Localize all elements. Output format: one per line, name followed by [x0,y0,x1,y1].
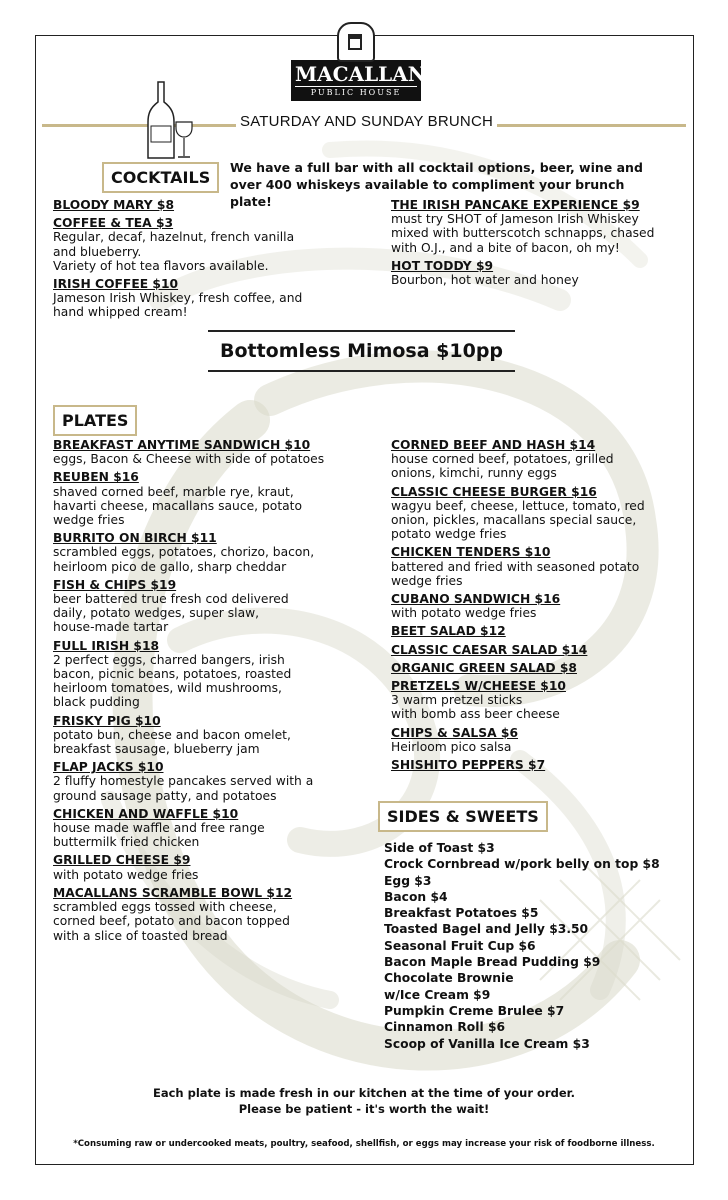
footer-line-1: Each plate is made fresh in our kitchen at the time of your order. [152,1086,576,1100]
list-item: Bacon Maple Bread Pudding $9 [384,955,601,970]
list-item: Side of Toast $3 [384,841,495,855]
sides-heading: SIDES & SWEETS [378,801,548,832]
menu-item: GRILLED CHEESE $9 with potato wedge fries [53,853,199,882]
logo-name: MACALLANS [295,62,441,86]
list-item: Egg $3 [384,873,432,888]
menu-item: HOT TODDY $9 Bourbon, hot water and honey [391,258,579,288]
list-item: Chocolate Brownie [384,971,514,986]
cocktails-intro: We have a full bar with all cocktail options, beer, wine and over 400 whiskeys available to compliment your brunch plate! [230,160,643,209]
wine-bottle-icon [146,80,194,162]
list-item: Breakfast Potatoes $5 [384,906,539,921]
menu-item: COFFEE & TEA $3 Regular, decaf, hazelnut, french vanilla and blueberry. Variety of hot tea flavors available. [53,216,295,273]
menu-item: CLASSIC CHEESE BURGER $16 wagyu beef, cheese, lettuce, tomato, red onion, pickles, macallans special sauce, potato wedge fries [391,484,645,542]
menu-item: FISH & CHIPS $19 beer battered true fresh cod delivered daily, potato wedges, super slaw, house-made tartar [53,577,289,635]
list-item: Bacon $4 [384,889,448,904]
menu-item: CHICKEN TENDERS $10 battered and fried with seasoned potato wedge fries [391,545,640,588]
mimosa-text: Bottomless Mimosa $10pp [219,340,504,362]
menu-item: CHICKEN AND WAFFLE $10 house made waffle and free range buttermilk fried chicken [53,806,265,850]
menu-item: ORGANIC GREEN SALAD $8 [391,660,577,675]
footer-note [0,1085,728,1117]
menu-item: BEET SALAD $12 [391,624,506,639]
logo-emblem-icon [337,22,375,62]
menu-item: CLASSIC CAESAR SALAD $14 [391,642,588,657]
list-item: Scoop of Vanilla Ice Cream $3 [384,1036,590,1051]
list-item: Cinnamon Roll $6 [384,1020,506,1035]
menu-item: IRISH COFFEE $10 Jameson Irish Whiskey, fresh coffee, and hand whipped cream! [53,277,303,320]
mimosa-banner [208,330,515,372]
menu-item: FULL IRISH $18 2 perfect eggs, charred bangers, irish bacon, picnic beans, potatoes, roasted heirloom tomatoes, wild mushrooms, black pudding [53,638,292,710]
menu-item: MACALLANS SCRAMBLE BOWL $12 scrambled eggs tossed with cheese, corned beef, potato and bacon topped with a slice of toasted bread [53,885,293,943]
menu-item: CORNED BEEF AND HASH $14 house corned beef, potatoes, grilled onions, kimchi, runny eggs [391,438,614,481]
macallans-logo [291,22,441,101]
plates-left-column [53,438,373,947]
menu-item: REUBEN $16 shaved corned beef, marble rye, kraut, havarti cheese, macallans sauce, potato wedge fries [53,470,303,528]
menu-item: THE IRISH PANCAKE EXPERIENCE $9 must try SHOT of Jameson Irish Whiskey mixed with butterscotch schnapps, chased with O.J., and a bite of bacon, oh my! [391,198,655,255]
footer-line-2: Please be patient - it's worth the wait! [238,1102,490,1116]
cocktails-right-column [391,198,691,291]
list-item: w/Ice Cream $9 [384,987,491,1002]
menu-item: CUBANO SANDWICH $16 with potato wedge fries [391,592,561,621]
menu-item: BURRITO ON BIRCH $11 scrambled eggs, potatoes, chorizo, bacon, heirloom pico de gallo, sharp cheddar [53,531,315,574]
logo-subtitle: PUBLIC HOUSE [295,86,417,97]
cocktails-left-column [53,198,373,324]
brunch-title: SATURDAY AND SUNDAY BRUNCH [236,113,497,130]
plates-right-column [391,438,691,776]
menu-item: FRISKY PIG $10 potato bun, cheese and bacon omelet, breakfast sausage, blueberry jam [53,713,291,757]
menu-item: BLOODY MARY $8 [53,198,175,212]
plates-heading: PLATES [53,405,137,436]
footer-disclaimer: *Consuming raw or undercooked meats, poultry, seafood, shellfish, or eggs may increase your risk of foodborne illness. [73,1139,655,1149]
menu-item: BREAKFAST ANYTIME SANDWICH $10 eggs, Bacon & Cheese with side of potatoes [53,438,325,467]
menu-item: FLAP JACKS $10 2 fluffy homestyle pancakes served with a ground sausage patty, and potatoes [53,760,314,803]
menu-item: SHISHITO PEPPERS $7 [391,758,546,773]
cocktails-heading: COCKTAILS [102,162,219,193]
menu-item: CHIPS & SALSA $6 Heirloom pico salsa [391,725,519,754]
sides-list [384,840,660,1052]
list-item: Pumpkin Creme Brulee $7 [384,1003,565,1018]
list-item: Toasted Bagel and Jelly $3.50 [384,922,589,937]
list-item: Crock Cornbread w/pork belly on top $8 [384,857,660,872]
menu-item: PRETZELS W/CHEESE $10 3 warm pretzel sticks with bomb ass beer cheese [391,679,566,722]
list-item: Seasonal Fruit Cup $6 [384,938,536,953]
